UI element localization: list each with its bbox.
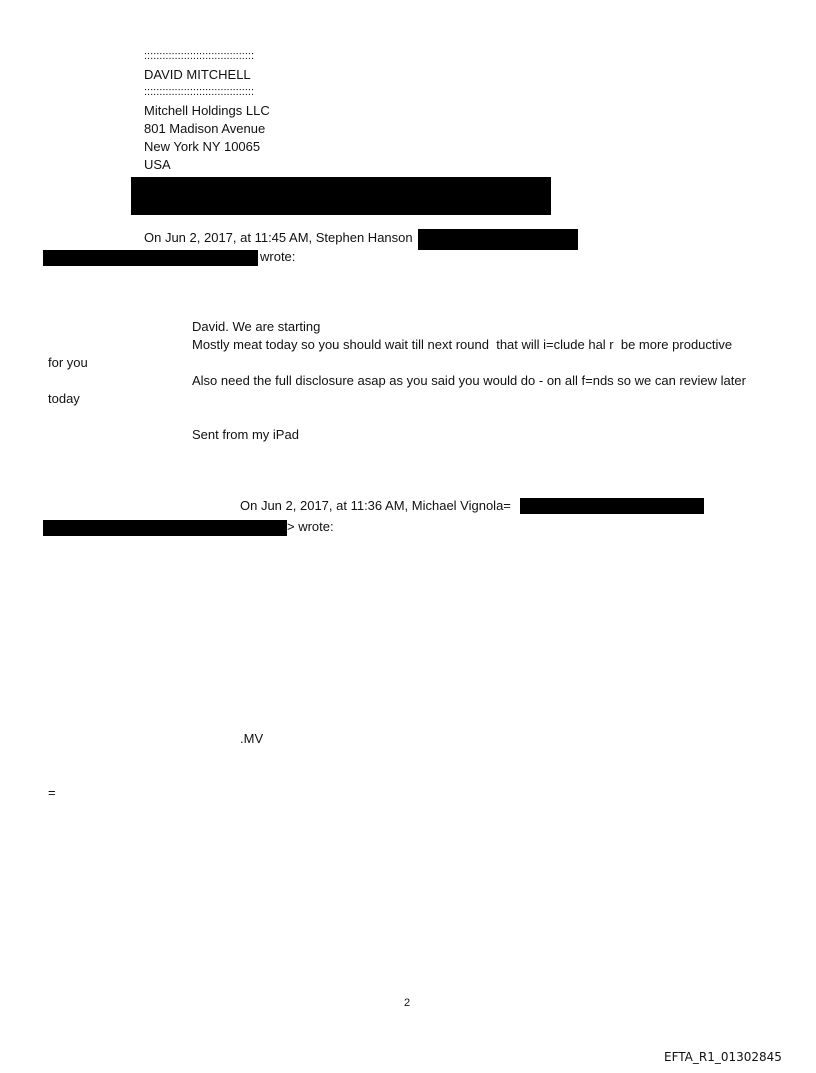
- redaction-block: [418, 229, 578, 250]
- redaction-block: [43, 250, 258, 266]
- quote1-signoff: Sent from my iPad: [192, 427, 299, 442]
- quote1-body-line3-wrap: today: [48, 391, 80, 406]
- quote1-header-line2: wrote:: [260, 249, 296, 264]
- signature-country: USA: [144, 157, 171, 172]
- quote1-header-line1: On Jun 2, 2017, at 11:45 AM, Stephen Hanson: [144, 230, 413, 245]
- redaction-block: [520, 498, 704, 514]
- document-id: EFTA_R1_01302845: [664, 1050, 782, 1064]
- quote1-body-line3: Also need the full disclosure asap as you said you would do - on all f=nds so we can review later: [192, 373, 746, 388]
- quote1-body-line2-wrap: for you: [48, 355, 88, 370]
- redaction-block: [43, 520, 287, 536]
- quote1-body-line1: David. We are starting: [192, 319, 321, 334]
- signature-company: Mitchell Holdings LLC: [144, 103, 270, 118]
- signature-divider-top: ::::::::::::::::::::::::::::::::::::: [144, 50, 255, 62]
- page-number: 2: [404, 997, 411, 1009]
- signature-address-line1: 801 Madison Avenue: [144, 121, 266, 136]
- quote2-initials: .MV: [240, 731, 264, 746]
- quote1-body-line2: Mostly meat today so you should wait till next round that will i=clude hal r be more productive: [192, 337, 733, 352]
- signature-address-line2: New York NY 10065: [144, 139, 261, 154]
- signature-divider-bottom: ::::::::::::::::::::::::::::::::::::: [144, 86, 255, 98]
- redaction-block: [131, 177, 551, 215]
- quote2-header-line2: > wrote:: [287, 519, 334, 534]
- quote2-equals: =: [48, 785, 56, 800]
- quote2-header-line1: On Jun 2, 2017, at 11:36 AM, Michael Vignola=: [240, 498, 511, 513]
- signature-name: DAVID MITCHELL: [144, 67, 251, 82]
